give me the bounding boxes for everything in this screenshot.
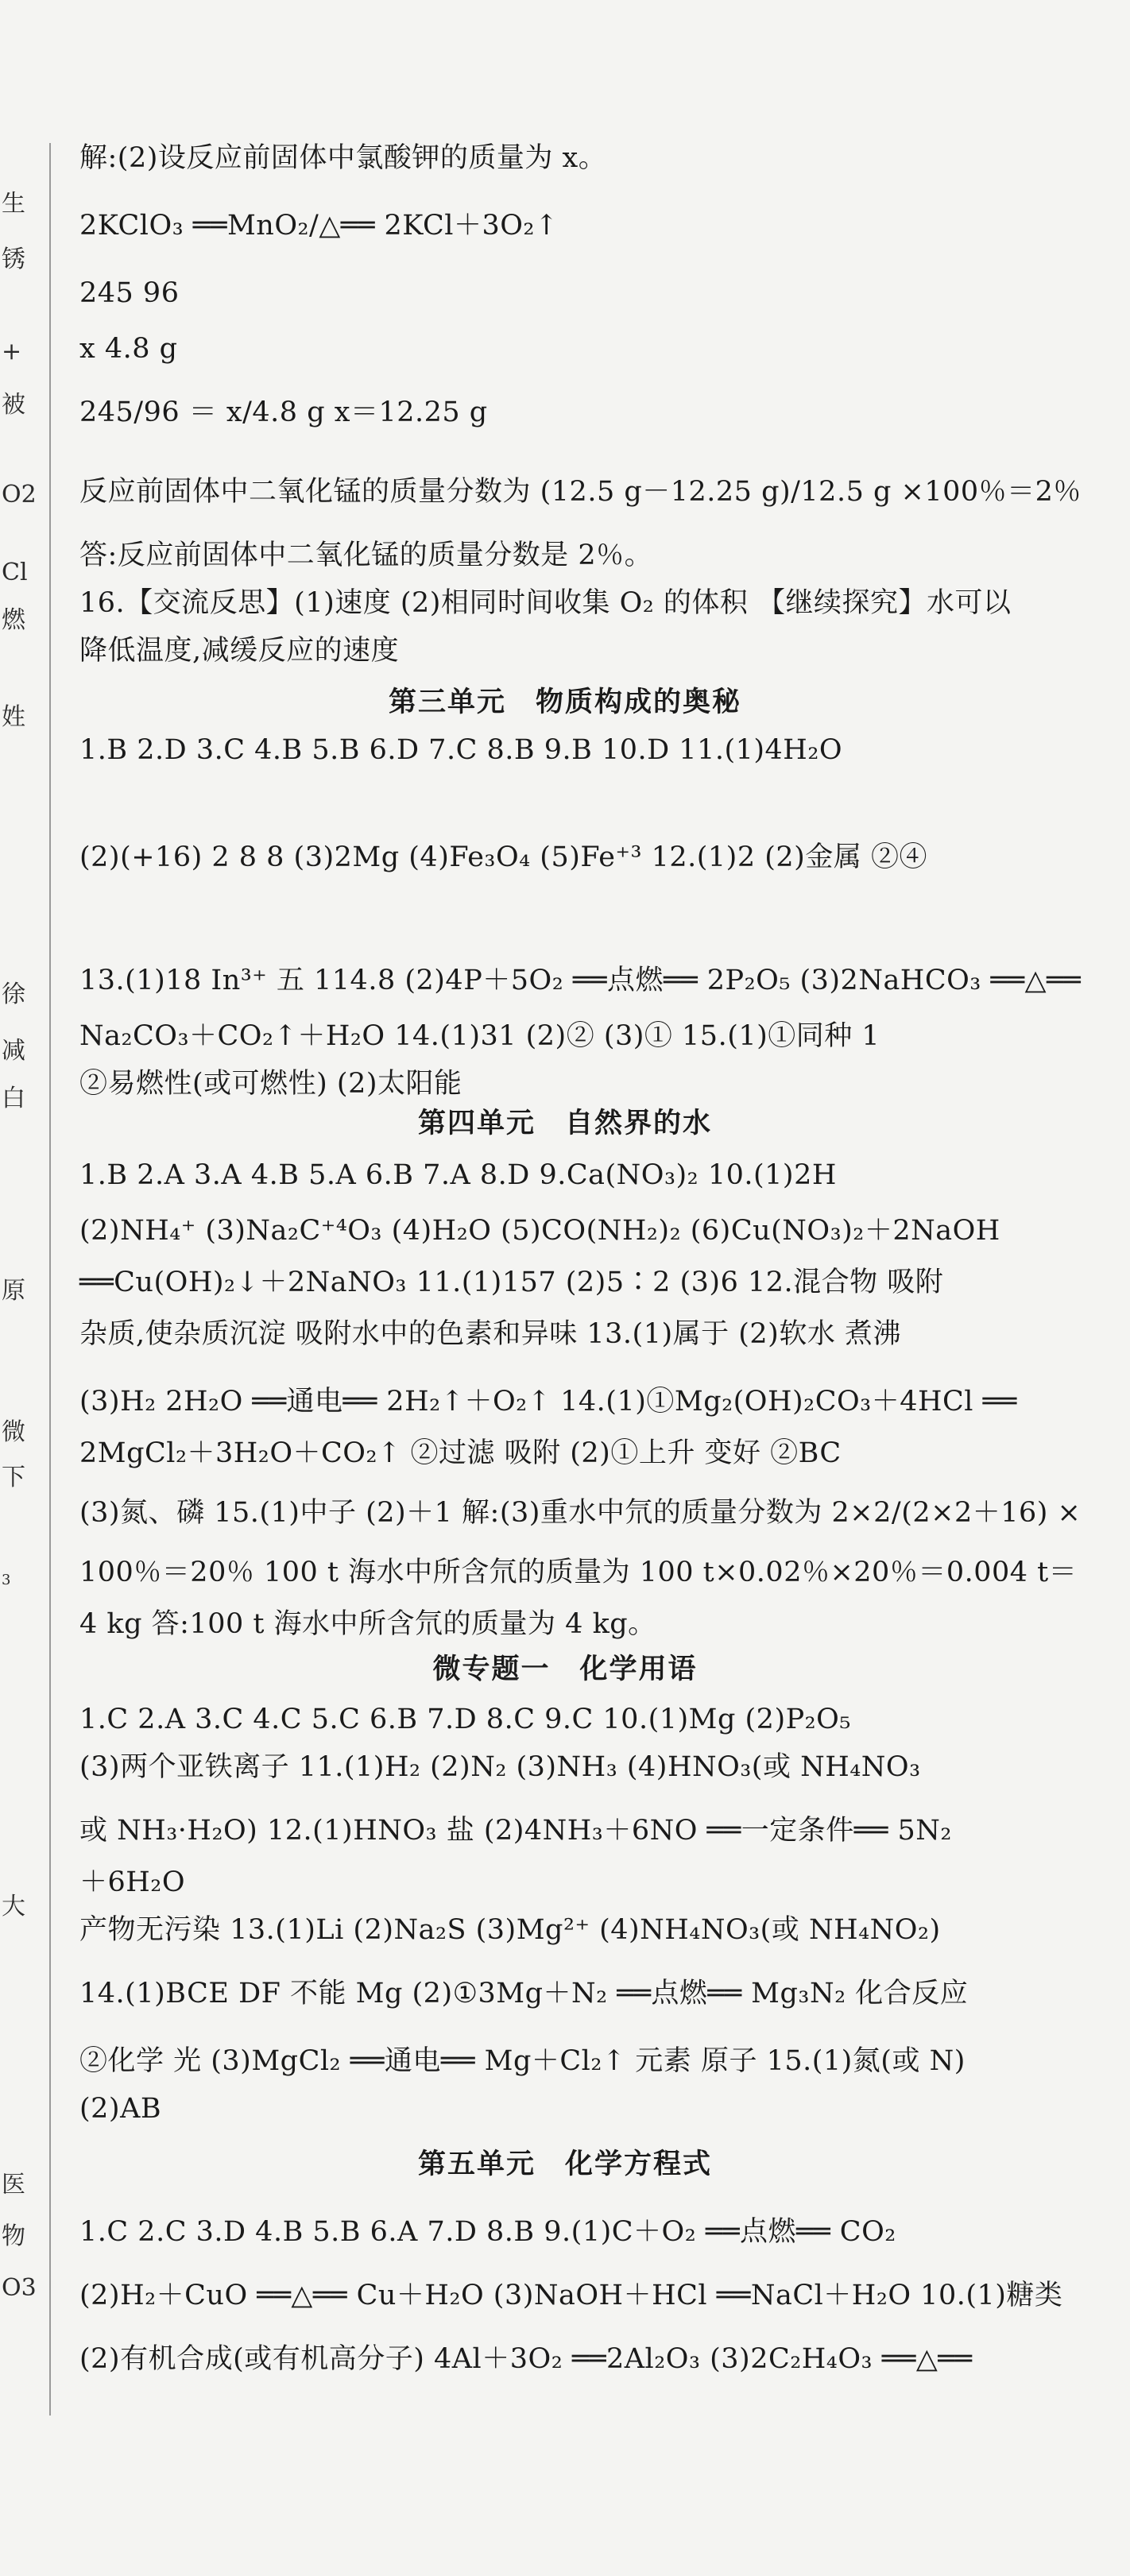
margin-fragment: + [2,338,22,366]
margin-fragment: Cl [2,559,28,586]
text-line: 杂质,使杂质沉淀 吸附水中的色素和异味 13.(1)属于 (2)软水 煮沸 [79,1318,901,1350]
text-line: (2)(+16) 2 8 8 (3)2Mg (4)Fe₃O₄ (5)Fe⁺³ 12.(1)2 (2)金属 ②④ [79,841,927,873]
margin-fragment: 燃 [2,606,25,634]
text-line: 产物无污染 13.(1)Li (2)Na₂S (3)Mg²⁺ (4)NH₄NO₃(或 NH₄NO₂) [79,1914,941,1946]
text-line: 降低温度,减缓反应的速度 [79,635,400,667]
margin-fragment: 下 [2,1464,25,1491]
text-line: 1.C 2.C 3.D 4.B 5.B 6.A 7.D 8.B 9.(1)C＋O₂ ══点燃══ CO₂ [79,2216,896,2248]
margin-fragment: 医 [2,2171,25,2199]
text-line: x 4.8 g [79,333,178,365]
section-heading: 微专题一 化学用语 [432,1653,698,1685]
text-line: (2)有机合成(或有机高分子) 4Al＋3O₂ ══2Al₂O₃ (3)2C₂H₄O₃ ══△══ [79,2343,973,2375]
margin-fragment: 姓 [2,703,25,731]
text-line: ══Cu(OH)₂↓＋2NaNO₃ 11.(1)157 (2)5∶2 (3)6 12.混合物 吸附 [79,1267,944,1298]
section-heading: 第五单元 化学方程式 [417,2148,712,2180]
text-line: 245/96 ＝ x/4.8 g x＝12.25 g [79,396,488,428]
text-line: (2)AB [79,2093,162,2125]
text-line: 或 NH₃·H₂O) 12.(1)HNO₃ 盐 (2)4NH₃＋6NO ══一定条件══ 5N₂ [79,1815,952,1847]
text-line: 4 kg 答:100 t 海水中所含氘的质量为 4 kg。 [79,1608,656,1640]
text-line: 2KClO₃ ══MnO₂/△══ 2KCl＋3O₂↑ [79,210,559,242]
text-line: 反应前固体中二氧化锰的质量分数为 (12.5 g－12.25 g)/12.5 g ×100％＝2％ [79,476,1082,508]
margin-fragment: 大 [2,1893,25,1920]
text-line: ＋6H₂O [79,1866,186,1898]
margin-fragment: O2 [2,481,37,509]
margin-fragment: O3 [2,2274,37,2302]
text-line: 解:(2)设反应前固体中氯酸钾的质量为 x。 [79,142,607,174]
margin-fragment: 徐 [2,981,25,1008]
text-line: 13.(1)18 In³⁺ 五 114.8 (2)4P＋5O₂ ══点燃══ 2P₂O₅ (3)2NaHCO₃ ══△══ [79,965,1082,996]
text-line: (3)两个亚铁离子 11.(1)H₂ (2)N₂ (3)NH₃ (4)HNO₃(或 NH₄NO₃ [79,1751,921,1783]
margin-fragment: 白 [2,1085,25,1112]
binding-margin-rule [49,143,51,2415]
margin-fragment: 物 [2,2222,25,2250]
margin-fragment: 锈 [2,246,25,273]
section-heading: 第三单元 物质构成的奥秘 [388,686,741,718]
text-line: 245 96 [79,277,180,309]
text-line: 1.B 2.D 3.C 4.B 5.B 6.D 7.C 8.B 9.B 10.D 11.(1)4H₂O [79,734,843,766]
text-line: 2MgCl₂＋3H₂O＋CO₂↑ ②过滤 吸附 (2)①上升 变好 ②BC [79,1437,842,1469]
margin-fragment: 被 [2,391,25,419]
text-line: (3)氮、磷 15.(1)中子 (2)＋1 解:(3)重水中氘的质量分数为 2×2/(2×2＋16) × [79,1497,1082,1529]
text-line: (2)NH₄⁺ (3)Na₂C⁺⁴O₃ (4)H₂O (5)CO(NH₂)₂ (6)Cu(NO₃)₂＋2NaOH [79,1215,1000,1247]
text-line: 1.B 2.A 3.A 4.B 5.A 6.B 7.A 8.D 9.Ca(NO₃)₂ 10.(1)2H [79,1159,837,1191]
section-heading: 第四单元 自然界的水 [417,1107,712,1139]
text-line: 14.(1)BCE DF 不能 Mg (2)①3Mg＋N₂ ══点燃══ Mg₃N₂ 化合反应 [79,1978,969,2009]
margin-fragments [0,0,37,2384]
margin-fragment: 原 [2,1277,25,1305]
text-line: 16.【交流反思】(1)速度 (2)相同时间收集 O₂ 的体积 【继续探究】水可以 [79,587,1012,619]
text-line: 答:反应前固体中二氧化锰的质量分数是 2％。 [79,540,653,571]
margin-fragment: 3 [2,1572,11,1588]
text-line: ②易燃性(或可燃性) (2)太阳能 [79,1068,462,1100]
text-line: (3)H₂ 2H₂O ══通电══ 2H₂↑＋O₂↑ 14.(1)①Mg₂(OH)₂CO₃＋4HCl ══ [79,1386,1017,1418]
text-line: 1.C 2.A 3.C 4.C 5.C 6.B 7.D 8.C 9.C 10.(1)Mg (2)P₂O₅ [79,1704,851,1735]
margin-fragment: 减 [2,1037,25,1065]
text-line: 100％＝20％ 100 t 海水中所含氘的质量为 100 t×0.02％×20％＝0.004 t＝ [79,1557,1078,1588]
text-line: ②化学 光 (3)MgCl₂ ══通电══ Mg＋Cl₂↑ 元素 原子 15.(1)氮(或 N) [79,2045,966,2077]
margin-fragment: 微 [2,1418,25,1446]
text-line: (2)H₂＋CuO ══△══ Cu＋H₂O (3)NaOH＋HCl ══NaCl＋H₂O 10.(1)糖类 [79,2280,1063,2311]
margin-fragment: 生 [2,190,25,218]
text-line: Na₂CO₃＋CO₂↑＋H₂O 14.(1)31 (2)② (3)① 15.(1)①同种 1 [79,1020,880,1052]
